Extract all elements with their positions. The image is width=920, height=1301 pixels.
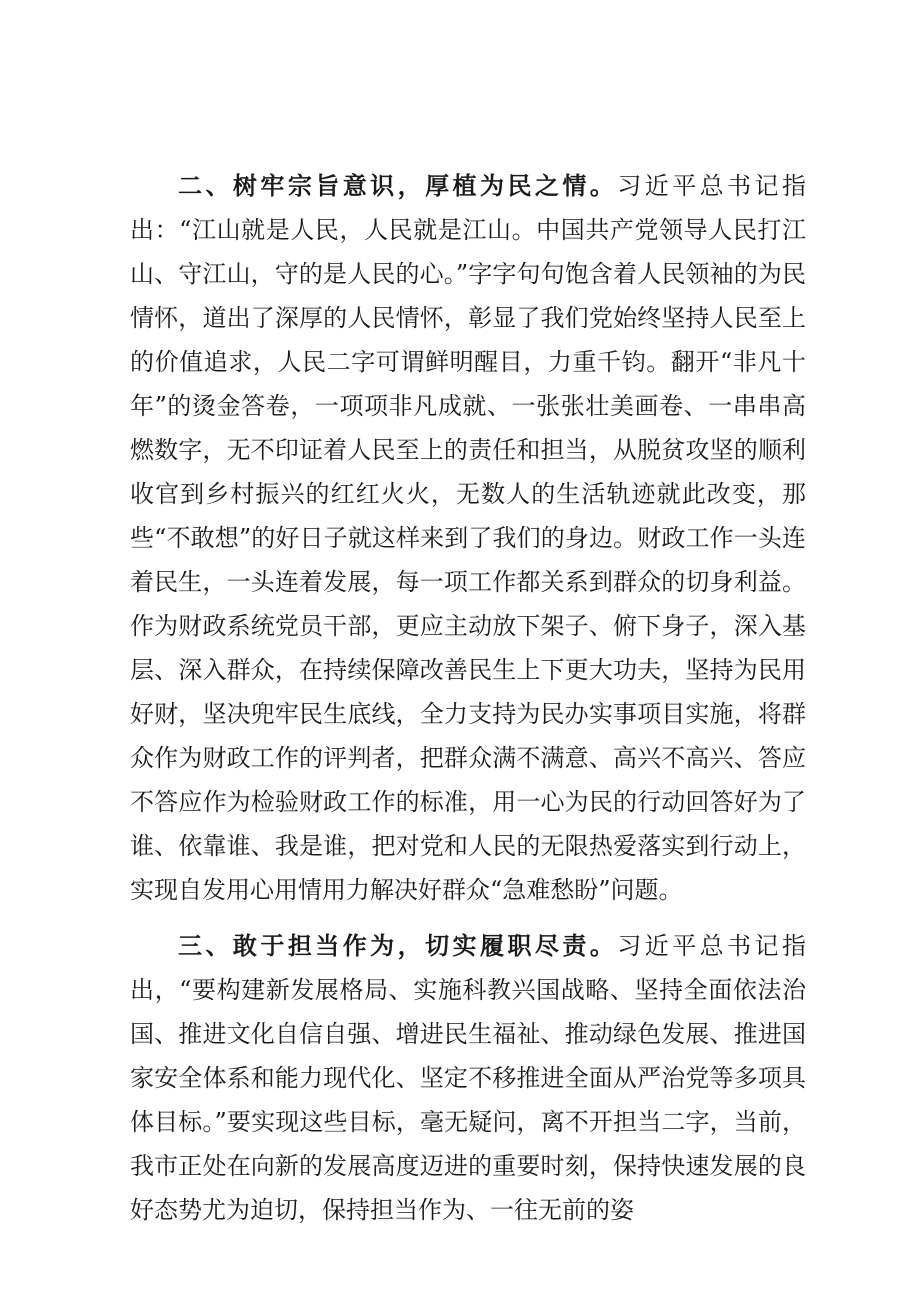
section-heading-3: 三、敢于担当作为，切实履职尽责。 (178, 932, 618, 960)
section-body-2: 习近平总书记指出：“江山就是人民，人民就是江山。中国共产党领导人民打江山、守江山，守的是人民的心。”字字句句饱含着人民领袖的为民情怀，道出了深厚的人民情怀，彰显了我们党始终坚持人民至上的价值追求，人民二字可谓鲜明醒目，力重千钧。翻开“非凡十年”的烫金答卷，一项项非凡成就、一张张壮美画卷、一串串高燃数字，无不印证着人民至上的责任和担当，从脱贫攻坚的顺利收官到乡村振兴的红红火火，无数人的生活轨迹就此改变，那些“不敢想”的好日子就这样来到了我们的身边。财政工作一头连着民生，一头连着发展，每一项工作都关系到群众的切身利益。作为财政系统党员干部，更应主动放下架子、俯下身子，深入基层、深入群众，在持续保障改善民生上下更大功夫，坚持为民用好财，坚决兜牢民生底线，全力支持为民办实事项目实施，将群众作为财政工作的评判者，把群众满不满意、高兴不高兴、答应不答应作为检验财政工作的标准，用一心为民的行动回答好为了谁、依靠谁、我是谁，把对党和人民的无限热爱落实到行动上，实现自发用心用情用力解决好群众“急难愁盼”问题。 (130, 172, 807, 904)
section-body-3: 习近平总书记指出，“要构建新发展格局、实施科教兴国战略、坚持全面依法治国、推进文化自信自强、增进民生福祉、推动绿色发展、推进国家安全体系和能力现代化、坚定不移推进全面从严治党等多项具体目标。”要实现这些目标，毫无疑问，离不开担当二字，当前，我市正处在向新的发展高度迈进的重要时刻，保持快速发展的良好态势尤为迫切，保持担当作为、一往无前的姿 (130, 932, 807, 1224)
section-paragraph-2 (130, 164, 806, 912)
section-paragraph-3 (130, 924, 806, 1232)
section-heading-2: 二、树牢宗旨意识，厚植为民之情。 (178, 172, 618, 200)
document-body (130, 164, 806, 1232)
